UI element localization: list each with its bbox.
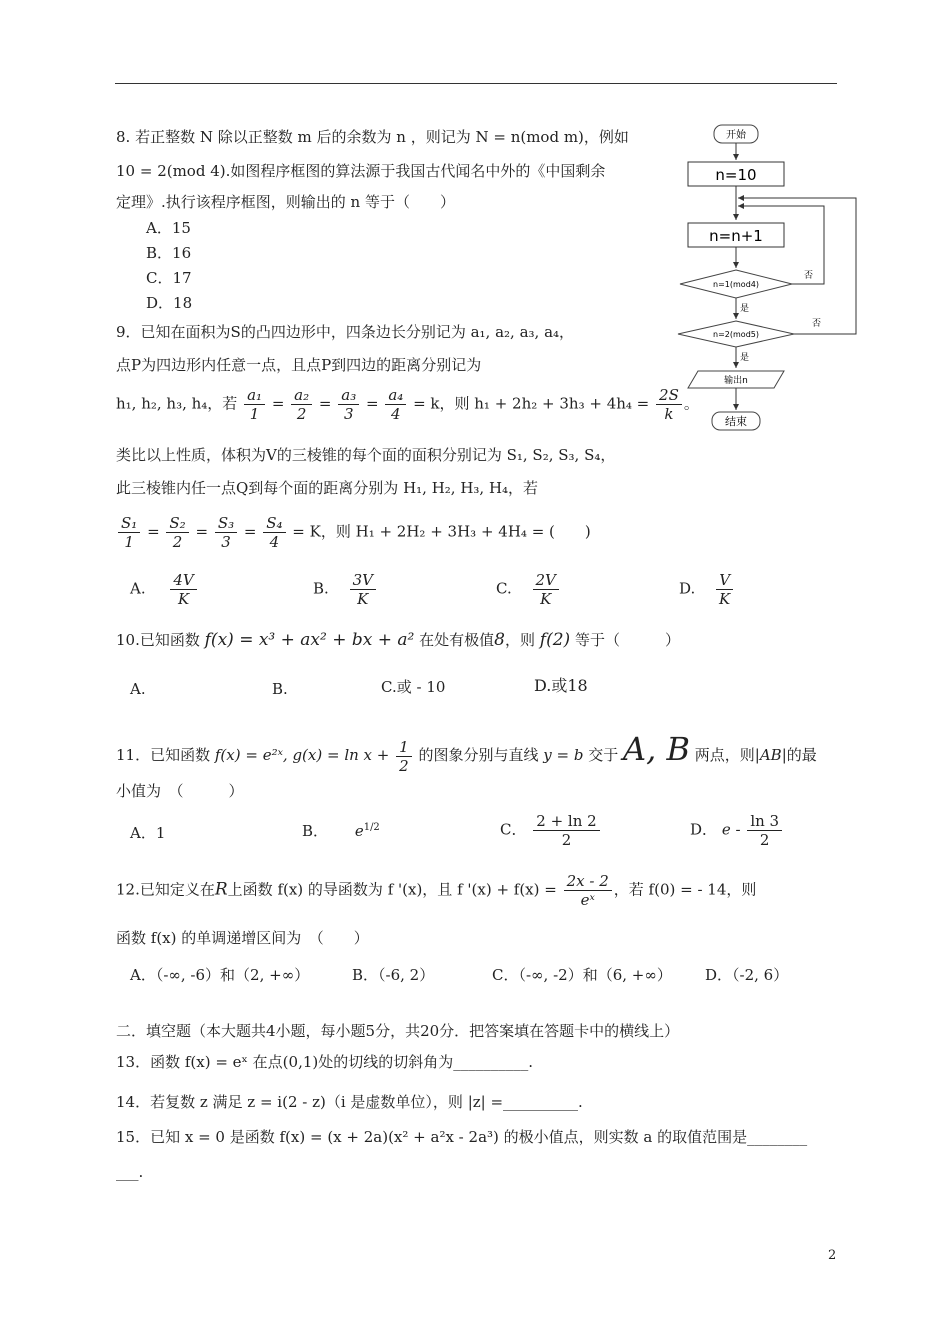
q9-option-c-label: C. xyxy=(496,579,512,598)
q10-pre: 10.已知函数 xyxy=(116,631,200,649)
q12-mid: 上函数 f(x) 的导函数为 f '(x)，且 f '(x) + f(x) = xyxy=(227,880,557,899)
section-fill-in-heading: 二．填空题（本大题共4小题，每小题5分，共20分．把答案填在答题卡中的横线上） xyxy=(116,1022,680,1040)
q11-option-b-exp: 1/2 xyxy=(363,822,380,833)
q11-end: 的最 xyxy=(786,746,817,764)
q9-frac-a3: $\frac{\text{a₃}}{3}$ xyxy=(338,386,359,423)
q9-line6: $\frac{\text{S₁}}{1}$ = $\frac{\text{S₂}}{2}$ = $\frac{\text{S₃}}{3}$ = $\frac{\text{S₄}}{4}$ = K，则 H₁ + 2H₂ + 3H₃ + 4H₄ = ( ) xyxy=(116,514,591,551)
q10-post: ，则 xyxy=(504,631,535,649)
q11-post: 两点，则 xyxy=(694,746,755,764)
q10-option-d: D.或18 xyxy=(534,676,588,695)
q9-line1: 9．已知在面积为S的凸四边形中，四条边长分别记为 a₁, a₂, a₃, a₄， xyxy=(116,323,575,341)
q11-option-b xyxy=(302,822,380,840)
q11-functions: f(x) = e²ˣ, g(x) = ln x + xyxy=(214,746,390,764)
q9-option-c-frac: $\frac{2V}{K}$ xyxy=(533,571,559,608)
q11-points-ab: A, B xyxy=(623,730,690,768)
q8-option-d: D．18 xyxy=(146,294,193,312)
q11-mid2: 交于 xyxy=(588,746,619,764)
flow-yes1-label: 是 xyxy=(740,304,750,314)
q10-function: f(x) = x³ + ax² + bx + a² xyxy=(204,630,415,650)
q9-frac-a4: $\frac{\text{a₄}}{4}$ xyxy=(385,386,406,423)
q9-option-d xyxy=(679,571,735,608)
flow-no1-label: 否 xyxy=(804,271,814,281)
q9-frac-2s-k: $\frac{2S}{k}$ xyxy=(656,386,682,423)
q9-option-c xyxy=(496,571,561,608)
q9-option-a-frac: $\frac{4V}{K}$ xyxy=(170,571,196,608)
q9-option-a xyxy=(130,571,199,608)
q9-line3: h₁, h₂, h₃, h₄，若 $\frac{\text{a₁}}{1}$ = $\frac{\text{a₂}}{2}$ = $\frac{\text{a₃}}{3}$ = $\frac{\text{a₄}}{4}$ = k，则 h₁ + 2h₂ + 3h₃ + 4h₄ = $\frac{2S}{k}$ 。 xyxy=(116,386,699,423)
q10-end: 等于（ ） xyxy=(574,631,680,649)
q12-pre: 12.已知定义在 xyxy=(116,880,215,899)
q9-option-d-label: D. xyxy=(679,579,696,598)
q10-option-b: B. xyxy=(272,680,288,698)
q9-frac-s4: $\frac{\text{S₄}}{4}$ xyxy=(263,514,285,551)
q9-option-b xyxy=(313,571,378,608)
q15-line2: ___. xyxy=(116,1163,144,1181)
q12-option-c: C．（-∞, -2）和（6, +∞） xyxy=(492,966,672,984)
q12-line2: 函数 f(x) 的单调递增区间为 （ ） xyxy=(116,929,369,947)
q9-option-b-frac: $\frac{3V}{K}$ xyxy=(350,571,376,608)
q9-line3-post: = k，则 h₁ + 2h₂ + 3h₃ + 4h₄ = xyxy=(413,394,650,413)
q11-option-d-frac: $\frac{\ln 3}{2}$ xyxy=(747,812,782,849)
q10-line1 xyxy=(116,630,680,650)
q11-option-b-e: e xyxy=(354,822,364,840)
q8-line3: 定理》.执行该程序框图，则输出的 n 等于（ ） xyxy=(116,193,455,211)
q12-post: ，若 f(0) = - 14，则 xyxy=(613,880,757,899)
flow-start-text: 开始 xyxy=(726,130,746,141)
flow-no2-label: 否 xyxy=(812,319,822,329)
q8-option-a: A．15 xyxy=(146,219,191,237)
q11-abs-ab: |AB| xyxy=(754,746,787,764)
q12-r: R xyxy=(214,879,228,900)
q9-line4: 类比以上性质，体积为V的三棱锥的每个面的面积分别记为 S₁, S₂, S₃, S₄， xyxy=(116,446,616,464)
q9-frac-s2: $\frac{\text{S₂}}{2}$ xyxy=(166,514,188,551)
q8-line1: 8. 若正整数 N 除以正整数 m 后的余数为 n ，则记为 N = n(mod m)，例如 xyxy=(116,128,629,146)
q9-option-a-label: A. xyxy=(130,579,146,598)
q13-line: 13．函数 f(x) = eˣ 在点(0,1)处的切线的切斜角为__________. xyxy=(116,1053,534,1071)
q12-line1 xyxy=(116,872,756,909)
q10-mid: 在处有极值 xyxy=(419,631,495,649)
flow-output-text: 输出n xyxy=(724,376,748,386)
q11-option-d xyxy=(690,812,784,849)
q10-option-c: C.或 - 10 xyxy=(381,678,446,696)
q14-line: 14．若复数 z 满足 z = i(2 - z)（i 是虚数单位），则 |z| =__________. xyxy=(116,1093,583,1111)
q11-mid: 的图象分别与直线 xyxy=(418,746,539,764)
q10-f2: f(2) xyxy=(539,630,571,650)
q11-option-d-pre: e - xyxy=(721,820,741,839)
q11-pre: 11．已知函数 xyxy=(116,746,211,764)
q9-frac-s3: $\frac{\text{S₃}}{3}$ xyxy=(215,514,237,551)
q9-line3-pre: h₁, h₂, h₃, h₄，若 xyxy=(116,394,238,413)
q9-line6-post: = K，则 H₁ + 2H₂ + 3H₃ + 4H₄ = ( ) xyxy=(292,522,591,541)
q10-option-a: A. xyxy=(130,680,146,698)
q11-option-c-frac: $\frac{2 + \ln 2}{2}$ xyxy=(533,812,599,849)
flow-step-text: n=n+1 xyxy=(709,227,763,245)
flow-cond1-text: n=1(mod4) xyxy=(713,280,759,289)
q9-frac-a2: $\frac{\text{a₂}}{2}$ xyxy=(291,386,312,423)
q11-option-d-label: D． xyxy=(690,820,718,839)
flow-yes2-label: 是 xyxy=(740,353,750,363)
q11-line1 xyxy=(116,730,817,775)
q11-frac-half: $\frac{1}{2}$ xyxy=(396,738,412,775)
header-rule xyxy=(115,83,837,84)
q8-option-b: B．16 xyxy=(146,244,192,262)
flow-init-text: n=10 xyxy=(715,166,757,184)
q8-option-c: C．17 xyxy=(146,269,192,287)
q9-line3-end: 。 xyxy=(683,394,699,413)
q9-frac-a1: $\frac{\text{a₁}}{1}$ xyxy=(244,386,265,423)
q11-line2: 小值为 （ ） xyxy=(116,782,244,800)
q9-option-b-label: B. xyxy=(313,579,329,598)
q9-option-d-frac: $\frac{V}{K}$ xyxy=(716,571,733,608)
flow-cond2-text: n=2(mod5) xyxy=(713,330,759,339)
q8-line2: 10 = 2(mod 4).如图程序框图的算法源于我国古代闻名中外的《中国剩余 xyxy=(116,162,606,180)
q15-line1: 15．已知 x = 0 是函数 f(x) = (x + 2a)(x² + a²x - 2a³) 的极小值点，则实数 a 的取值范围是________ xyxy=(116,1128,808,1146)
q11-option-c-label: C． xyxy=(500,820,527,839)
q10-value: 8 xyxy=(494,630,505,650)
q11-option-a: A．1 xyxy=(130,824,166,842)
q9-frac-s1: $\frac{\text{S₁}}{1}$ xyxy=(118,514,140,551)
q11-line-eq: y = b xyxy=(543,746,584,764)
q9-line2: 点P为四边形内任意一点，且点P到四边的距离分别记为 xyxy=(116,356,482,374)
page-number: 2 xyxy=(828,1248,837,1263)
flow-end-text: 结束 xyxy=(725,415,747,428)
program-flowchart xyxy=(676,120,876,440)
q11-option-b-label: B． xyxy=(302,822,329,840)
q12-option-b: B．（-6, 2） xyxy=(352,966,435,984)
q12-option-a: A．（-∞, -6）和（2, +∞） xyxy=(130,966,310,984)
q11-option-c xyxy=(500,812,602,849)
q12-frac: $\frac{2x - 2}{\text{eˣ}}$ xyxy=(564,872,612,909)
q12-option-d: D．（-2, 6） xyxy=(705,966,789,984)
q9-line5: 此三棱锥内任一点Q到每个面的距离分别为 H₁, H₂, H₃, H₄，若 xyxy=(116,479,539,497)
